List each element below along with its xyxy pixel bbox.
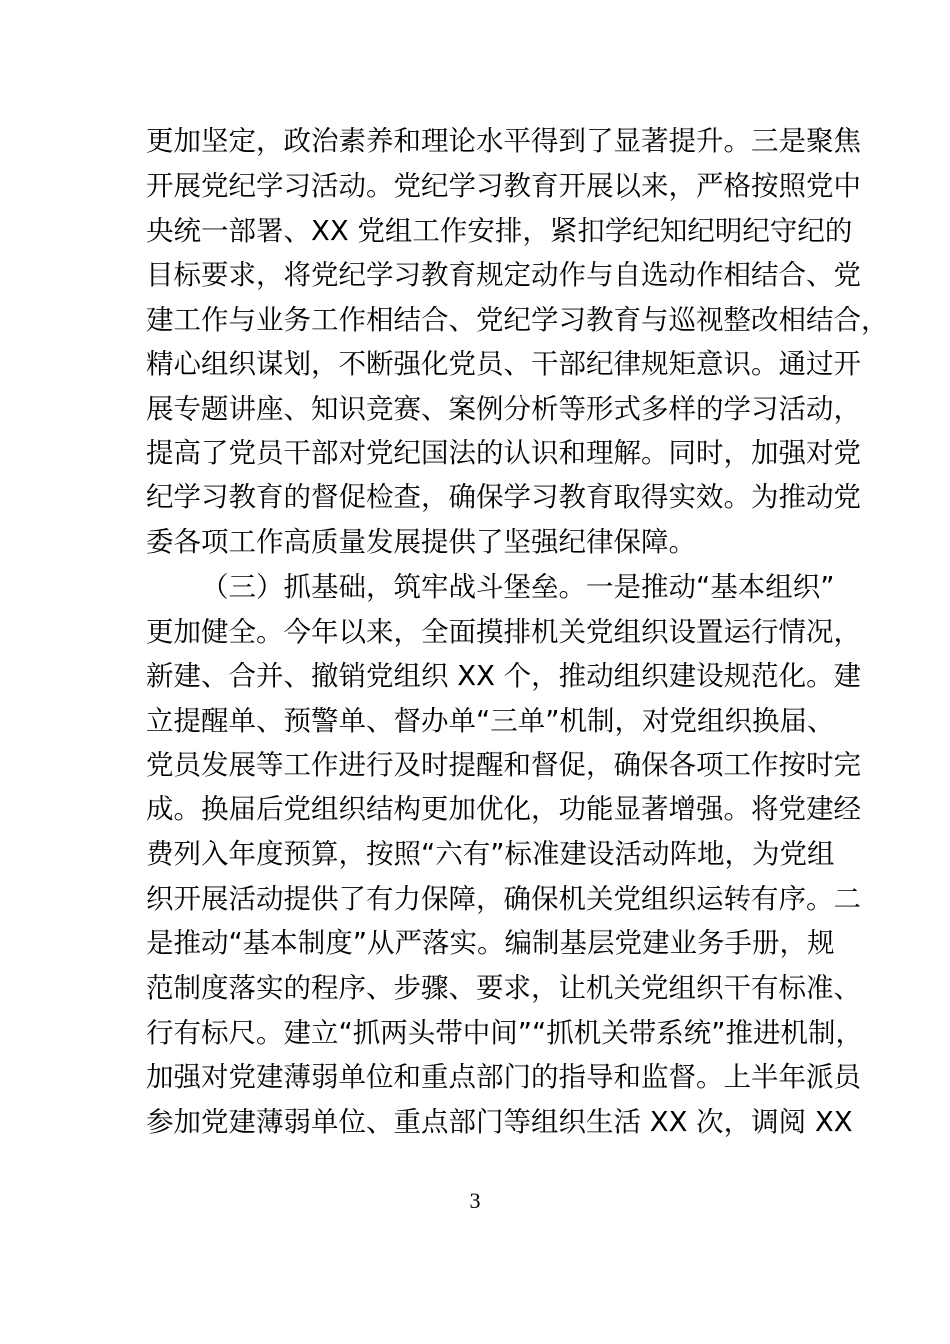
body-text-line: 提高了党员干部对党纪国法的认识和理解。同时，加强对党	[146, 437, 861, 469]
body-text-line: 纪学习教育的督促检查，确保学习教育取得实效。为推动党	[146, 481, 861, 513]
body-text-line: 开展党纪学习活动。党纪学习教育开展以来，严格按照党中	[146, 170, 861, 202]
section-heading-line: （三）抓基础，筑牢战斗堡垒。一是推动“基本组织”	[201, 571, 835, 603]
body-text-line: 党员发展等工作进行及时提醒和督促，确保各项工作按时完	[146, 749, 861, 781]
body-text-line: 是推动“基本制度”从严落实。编制基层党建业务手册，规	[146, 927, 835, 959]
body-text-line: 成。换届后党组织结构更加优化，功能显著增强。将党建经	[146, 793, 861, 825]
body-text-line: 更加坚定，政治素养和理论水平得到了显著提升。三是聚焦	[146, 125, 861, 157]
page-number: 3	[469, 1188, 481, 1213]
body-text-line: 精心组织谋划，不断强化党员、干部纪律规矩意识。通过开	[146, 348, 861, 380]
body-text-line: 建工作与业务工作相结合、党纪学习教育与巡视整改相结合，	[146, 304, 889, 336]
body-text-line: 加强对党建薄弱单位和重点部门的指导和监督。上半年派员	[146, 1061, 861, 1093]
body-text-line: 立提醒单、预警单、督办单“三单”机制，对党组织换届、	[146, 705, 835, 737]
body-text-line: 目标要求，将党纪学习教育规定动作与自选动作相结合、党	[146, 259, 861, 291]
body-text-line: 央统一部署、XX 党组工作安排，紧扣学纪知纪明纪守纪的	[146, 215, 853, 247]
body-text-line: 范制度落实的程序、步骤、要求，让机关党组织干有标准、	[146, 972, 861, 1004]
body-text-line: 新建、合并、撤销党组织 XX 个，推动组织建设规范化。建	[146, 660, 862, 692]
body-text-line: 更加健全。今年以来，全面摸排机关党组织设置运行情况，	[146, 616, 861, 648]
body-text-line: 行有标尺。建立“抓两头带中间”“抓机关带系统”推进机制，	[146, 1017, 863, 1049]
body-text-line: 织开展活动提供了有力保障，确保机关党组织运转有序。二	[146, 883, 861, 915]
body-text-line: 费列入年度预算，按照“六有”标准建设活动阵地，为党组	[146, 838, 835, 870]
body-text-line: 委各项工作高质量发展提供了坚强纪律保障。	[146, 526, 696, 558]
body-text-line: 展专题讲座、知识竞赛、案例分析等形式多样的学习活动，	[146, 393, 861, 425]
body-text-line: 参加党建薄弱单位、重点部门等组织生活 XX 次，调阅 XX	[146, 1106, 853, 1138]
